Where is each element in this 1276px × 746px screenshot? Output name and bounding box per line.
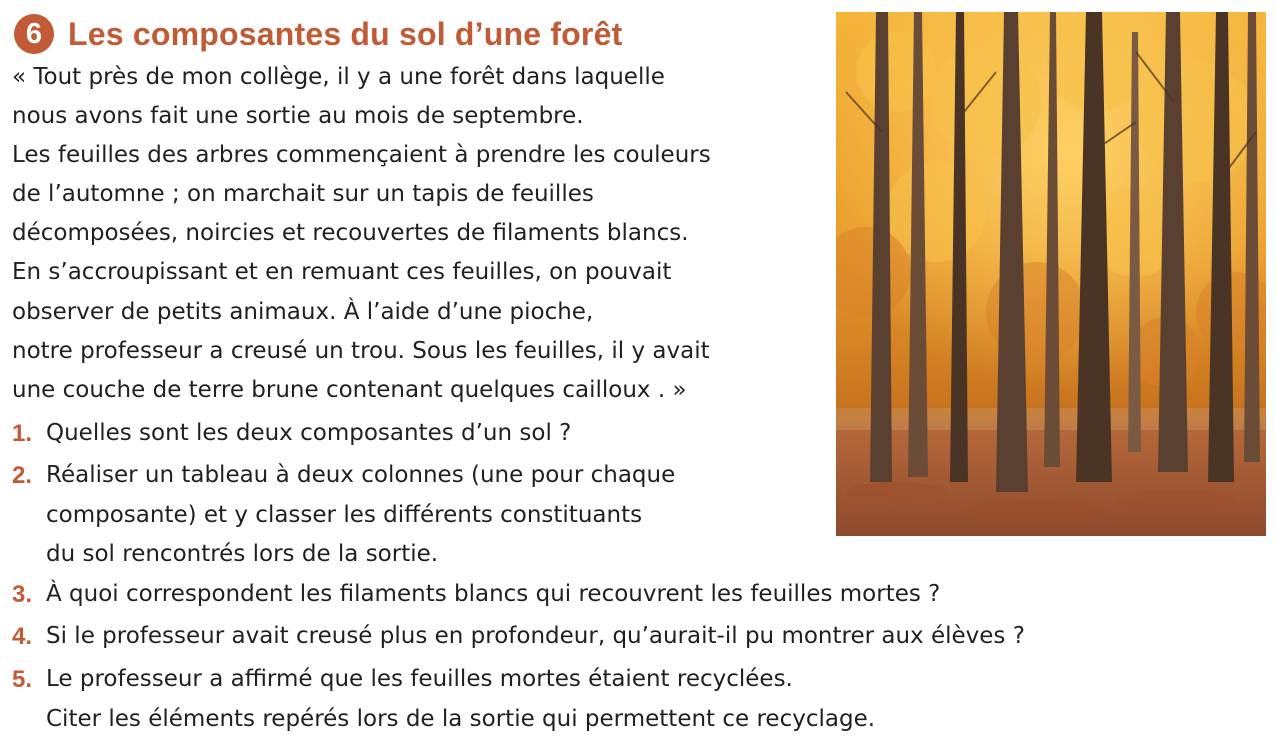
question-item: [12, 456, 675, 575]
question-number: 1.: [12, 420, 33, 447]
quote-line: notre professeur a creusé un trou. Sous les feuilles, il y avait: [12, 337, 710, 364]
quote-line: « Tout près de mon collège, il y a une forêt dans laquelle: [12, 64, 665, 90]
question-line: Quelles sont les deux composantes d’un sol ?: [46, 420, 572, 446]
autumn-forest-photo: [836, 12, 1266, 536]
question-line: Le professeur a affirmé que les feuilles mortes étaient recyclées.: [46, 666, 793, 692]
section-header: [14, 12, 622, 56]
question-number: 3.: [12, 581, 33, 608]
question-number: 2.: [12, 462, 33, 489]
question-item: [12, 414, 571, 454]
quote-line: nous avons fait une sortie au mois de septembre.: [12, 103, 584, 130]
quote-line: de l’automne ; on marchait sur un tapis de feuilles: [12, 181, 594, 208]
quote-line: décomposées, noircies et recouvertes de filaments blancs.: [12, 220, 689, 247]
question-line: Si le professeur avait creusé plus en profondeur, qu’aurait-il pu montrer aux élèves ?: [46, 623, 1025, 649]
section-number-badge: 6: [14, 14, 54, 54]
section-title: Les composantes du sol d’une forêt: [68, 15, 623, 52]
quote-paragraph: [12, 58, 812, 410]
question-text: [46, 660, 875, 739]
question-text: [46, 575, 940, 615]
question-text: [46, 414, 571, 454]
question-line: du sol rencontrés lors de la sortie.: [46, 541, 439, 567]
question-number: 5.: [12, 666, 33, 693]
quote-line: Les feuilles des arbres commençaient à prendre les couleurs: [12, 142, 711, 169]
question-line: Citer les éléments repérés lors de la sortie qui permettent ce recyclage.: [46, 705, 876, 732]
quote-line: observer de petits animaux. À l’aide d’une pioche,: [12, 298, 594, 325]
quote-line: En s’accroupissant et en remuant ces feuilles, on pouvait: [12, 259, 672, 286]
question-item: [12, 617, 1025, 657]
question-item: [12, 575, 940, 615]
question-line: composante) et y classer les différents constituants: [46, 501, 643, 528]
question-line: Réaliser un tableau à deux colonnes (une pour chaque: [46, 462, 676, 488]
question-number: 4.: [12, 623, 33, 650]
quote-line: une couche de terre brune contenant quelques cailloux . »: [12, 376, 687, 403]
question-text: [46, 617, 1025, 657]
question-line: À quoi correspondent les filaments blancs qui recouvrent les feuilles mortes ?: [46, 581, 941, 607]
question-item: [12, 660, 875, 739]
question-text: [46, 456, 675, 575]
